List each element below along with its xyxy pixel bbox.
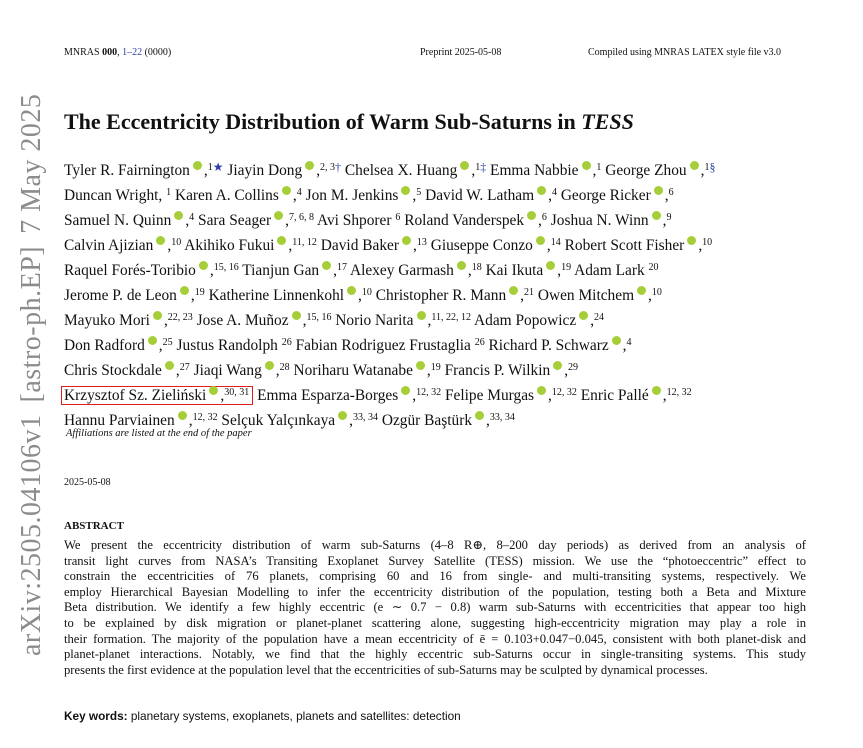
affiliation-number: 4 [189, 212, 195, 223]
author: Selçuk Yalçınkaya ,$^{33, 34}$ [221, 412, 378, 429]
keywords-label: Key words: [64, 709, 128, 723]
affiliation-number: 10 [361, 287, 372, 298]
affiliation-number: 6 [541, 212, 547, 223]
arxiv-category: [astro-ph.EP] [16, 245, 47, 403]
affiliation-number: 1 [166, 187, 172, 198]
author-name: Akihiko Fukui [184, 237, 275, 254]
orcid-icon[interactable] [305, 161, 314, 170]
author-name: Owen Mitchem [537, 287, 635, 304]
affiliation-number: 13 [416, 237, 427, 248]
affiliation-number: 19 [194, 287, 205, 298]
author-name: Katherine Linnenkohl [208, 287, 345, 304]
author: Tyler R. Fairnington ,$^{1★}$ [64, 160, 224, 179]
author: Enric Pallé ,$^{12, 32}$ [580, 387, 692, 404]
author: Jiaqi Wang ,$^{28}$ [193, 362, 290, 379]
author-name: Jose A. Muñoz [196, 312, 289, 329]
author-name: Samuel N. Quinn [64, 212, 172, 229]
orcid-icon[interactable] [165, 361, 174, 370]
affiliation-number: 22, 23 [167, 312, 193, 323]
author-line [64, 333, 824, 358]
footnote-marker[interactable]: § [709, 160, 716, 174]
orcid-icon[interactable] [536, 236, 545, 245]
author [177, 337, 292, 354]
orcid-icon[interactable] [652, 386, 661, 395]
affiliation-number: 25 [162, 337, 173, 348]
author-line [64, 233, 824, 258]
author-name: David Baker [320, 237, 399, 254]
orcid-icon[interactable] [546, 261, 555, 270]
author: Mayuko Mori ,$^{22, 23}$ [64, 312, 193, 329]
author: Felipe Murgas ,$^{12, 32}$ [444, 387, 577, 404]
abstract-heading: ABSTRACT [64, 520, 124, 532]
affiliation-number: 1 [207, 162, 213, 173]
orcid-icon[interactable] [274, 211, 283, 220]
author-name: Hannu Parviainen [64, 412, 175, 429]
affiliation-number: 11, 22, 12 [431, 312, 472, 323]
affiliation-number: 12, 32 [416, 387, 442, 398]
orcid-icon[interactable] [180, 286, 189, 295]
author: Giuseppe Conzo ,$^{14}$ [430, 237, 561, 254]
author-name: Fabian Rodriguez Frustaglia [295, 337, 471, 354]
abstract-line: We present the eccentricity distribution of warm sub-Saturns (4–8 R⊕, 8–200 day periods) as derived from an analysis of [64, 538, 806, 552]
author: Roland Vanderspek ,$^6$ [404, 212, 547, 229]
abstract-body [64, 538, 806, 678]
arxiv-stamp [12, 93, 52, 656]
author: Noriharu Watanabe ,$^{19}$ [293, 362, 441, 379]
orcid-icon[interactable] [553, 361, 562, 370]
orcid-icon[interactable] [687, 236, 696, 245]
author-line [64, 283, 824, 308]
abstract-line: their formation. The majority of the population have a mean eccentricity of ē = 0.103+0.047−0.045, consistent with both planet-disk and [64, 631, 806, 646]
abstract-line: transit light curves from NASA’s Transiting Exoplanet Survey Satellite (TESS) mission. We use the “photoeccentric” effect to [64, 553, 806, 568]
affiliation-number: 26 [474, 337, 485, 348]
affiliation-number: 5 [416, 187, 422, 198]
affiliation-number: 26 [281, 337, 292, 348]
affiliation-number: 15, 16 [213, 262, 239, 273]
abstract-line: presents the first evidence at the population level that the eccentricities of sub-Saturns may be sculpted by dynamical processes. [64, 662, 708, 677]
preprint-date: Preprint 2025-05-08 [420, 47, 502, 58]
author-name: Jon M. Jenkins [305, 187, 399, 204]
orcid-icon[interactable] [282, 186, 291, 195]
author-name: Jiaqi Wang [193, 362, 262, 379]
orcid-icon[interactable] [416, 361, 425, 370]
author-name: Adam Popowicz [474, 312, 577, 329]
journal-citation: MNRAS 000, 1–22 (0000) [64, 47, 172, 58]
author-name: Chris Stockdale [64, 362, 162, 379]
orcid-icon[interactable] [652, 211, 661, 220]
author: Christopher R. Mann ,$^{21}$ [375, 287, 535, 304]
author: Chelsea X. Huang ,$^{1\ddagger}$ [344, 160, 487, 179]
author: Samuel N. Quinn ,$^4$ [64, 212, 195, 229]
affiliation-number: 10 [171, 237, 182, 248]
author: Hannu Parviainen ,$^{12, 32}$ [64, 412, 218, 429]
affiliation-number: 33, 34 [489, 412, 515, 423]
affiliation-number: 12, 32 [666, 387, 692, 398]
author [296, 337, 485, 354]
paper-title [64, 109, 634, 135]
author: Jose A. Muñoz ,$^{15, 16}$ [196, 312, 332, 329]
affiliation-number: 6 [395, 212, 401, 223]
author: Jiayin Dong ,$^{2, 3\dagger}$ [227, 160, 342, 179]
orcid-icon[interactable] [475, 411, 484, 420]
author-name: Mayuko Mori [64, 312, 150, 329]
author-name: Richard P. Schwarz [488, 337, 609, 354]
author: Adam Popowicz ,$^{24}$ [474, 312, 605, 329]
journal-name: MNRAS [64, 47, 100, 58]
affiliations-note: Affiliations are listed at the end of the paper [66, 428, 252, 439]
highlighted-author: Krzysztof Sz. Zieliński ,$^{30, 31}$ [61, 386, 253, 405]
orcid-icon[interactable] [537, 386, 546, 395]
affiliation-number: 27 [179, 362, 190, 373]
paper-title-main: The Eccentricity Distribution of Warm Sub-Saturns in [64, 109, 576, 134]
author: Owen Mitchem ,$^{10}$ [537, 287, 662, 304]
author: Jerome P. de Leon ,$^{19}$ [64, 287, 205, 304]
author-name: Enric Pallé [580, 387, 649, 404]
footnote-marker[interactable]: ‡ [480, 160, 487, 174]
author-name: Joshua N. Winn [550, 212, 649, 229]
author-name: Avi Shporer [316, 212, 392, 229]
affiliation-number: 4 [551, 187, 557, 198]
orcid-icon[interactable] [156, 236, 165, 245]
author-name: Jerome P. de Leon [64, 287, 177, 304]
author: Kai Ikuta ,$^{19}$ [485, 262, 572, 279]
orcid-icon[interactable] [654, 186, 663, 195]
author-name: Robert Scott Fisher [564, 237, 685, 254]
orcid-icon[interactable] [153, 311, 162, 320]
author-line [64, 358, 824, 383]
orcid-icon[interactable] [199, 261, 208, 270]
journal-volume: 000 [102, 47, 118, 58]
abstract-line: planet-planet interactions. Notably, we find that the highly eccentric sub-Saturns occur in single-transiting systems. This study [64, 647, 806, 662]
author-name: Kai Ikuta [485, 262, 544, 279]
orcid-icon[interactable] [265, 361, 274, 370]
author-name: Tianjun Gan [242, 262, 320, 279]
author-name: Roland Vanderspek [404, 212, 525, 229]
author: Ozgür Baştürk ,$^{33, 34}$ [381, 412, 515, 429]
author: Emma Nabbie ,$^1$ [490, 162, 602, 179]
journal-year: (0000) [144, 47, 172, 58]
author-name: David W. Latham [425, 187, 535, 204]
affiliation-number: 17 [336, 262, 347, 273]
orcid-icon[interactable] [277, 236, 286, 245]
author: Don Radford ,$^{25}$ [64, 337, 173, 354]
author-name: Emma Esparza-Borges [257, 387, 399, 404]
page-range-link[interactable]: 1–22 [122, 47, 143, 58]
affiliation-number: 29 [568, 362, 579, 373]
author: Calvin Ajizian ,$^{10}$ [64, 237, 182, 254]
author-name: Don Radford [64, 337, 145, 354]
author-name: George Zhou [605, 162, 687, 179]
affiliation-number: 4 [626, 337, 632, 348]
affiliation-number: 11, 12 [292, 237, 317, 248]
orcid-icon[interactable] [460, 161, 469, 170]
abstract-line: constrain the eccentricities of 76 planets, comprising 60 and 16 from single- and multi-transiting systems, respectively. We [64, 569, 806, 584]
compiled-note: Compiled using MNRAS LATEX style file v3.0 [588, 47, 782, 58]
author-name: George Ricker [560, 187, 651, 204]
orcid-icon[interactable] [338, 411, 347, 420]
author-name: Alexey Garmash [349, 262, 454, 279]
author-line [64, 383, 824, 408]
affiliation-number: 6 [668, 187, 674, 198]
paper-date: 2025-05-08 [64, 477, 111, 488]
affiliation-number: 15, 16 [306, 312, 332, 323]
author: Tianjun Gan ,$^{17}$ [242, 262, 347, 279]
orcid-icon[interactable] [209, 386, 218, 395]
affiliation-number: 28 [279, 362, 290, 373]
author: Akihiko Fukui ,$^{11, 12}$ [184, 237, 317, 254]
author: George Ricker ,$^6$ [560, 187, 674, 204]
affiliation-number: 19 [561, 262, 572, 273]
author: Chris Stockdale ,$^{27}$ [64, 362, 190, 379]
orcid-icon[interactable] [401, 386, 410, 395]
orcid-icon[interactable] [579, 311, 588, 320]
affiliation-number: 21 [524, 287, 535, 298]
author-line [64, 258, 824, 283]
affiliation-number: 30, 31 [224, 387, 250, 398]
orcid-icon[interactable] [402, 236, 411, 245]
author: Sara Seager ,$^{7, 6, 8}$ [198, 212, 314, 229]
author-name: Norio Narita [335, 312, 414, 329]
affiliation-number: 18 [471, 262, 482, 273]
author [64, 187, 171, 204]
affiliation-number: 9 [666, 212, 672, 223]
affiliation-number: 19 [430, 362, 441, 373]
orcid-icon[interactable] [322, 261, 331, 270]
author: Raquel Forés-Toribio ,$^{15, 16}$ [64, 262, 239, 279]
affiliation-number: 4 [296, 187, 302, 198]
author-name: Raquel Forés-Toribio [64, 262, 196, 279]
affiliation-number: 1 [704, 162, 710, 173]
author-name: Chelsea X. Huang [344, 162, 458, 179]
orcid-icon[interactable] [174, 211, 183, 220]
affiliation-number: 12, 32 [192, 412, 218, 423]
author: Joshua N. Winn ,$^9$ [550, 212, 672, 229]
author-list [64, 158, 824, 433]
author: Richard P. Schwarz ,$^4$ [488, 337, 632, 354]
author: Emma Esparza-Borges ,$^{12, 32}$ [257, 387, 442, 404]
author-name: Adam Lark [574, 262, 645, 279]
author-name: Tyler R. Fairnington [64, 162, 190, 179]
orcid-icon[interactable] [417, 311, 426, 320]
author-name: Jiayin Dong [227, 162, 303, 179]
author-name: Calvin Ajizian [64, 237, 154, 254]
affiliation-number: 14 [550, 237, 561, 248]
author-name: Ozgür Baştürk [381, 412, 473, 429]
abstract-line: Beta distribution. We identify a few highly eccentric (e ∼ 0.7 − 0.8) warm sub-Saturns with eccentricities that appear too high [64, 600, 806, 615]
author-name: Selçuk Yalçınkaya [221, 412, 336, 429]
author-name: Christopher R. Mann [375, 287, 507, 304]
orcid-icon[interactable] [401, 186, 410, 195]
author [317, 212, 400, 229]
author-name: Felipe Murgas [444, 387, 535, 404]
author-name: Karen A. Collins [174, 187, 279, 204]
author: Norio Narita ,$^{11, 22, 12}$ [335, 312, 472, 329]
affiliation-number: 1 [475, 162, 481, 173]
author-line [64, 183, 824, 208]
orcid-icon[interactable] [537, 186, 546, 195]
footnote-marker[interactable]: ★ [212, 160, 224, 174]
orcid-icon[interactable] [509, 286, 518, 295]
orcid-icon[interactable] [527, 211, 536, 220]
orcid-icon[interactable] [637, 286, 646, 295]
arxiv-id[interactable]: arXiv:2505.04106v1 [16, 414, 47, 656]
author-name: Justus Randolph [176, 337, 278, 354]
author-name: Duncan Wright, [64, 187, 163, 204]
affiliation-number: 20 [648, 262, 659, 273]
author: Karen A. Collins ,$^4$ [174, 187, 302, 204]
abstract-line: to be explained by disk migration or planet-planet scattering alone, suggesting high-eccentricity migration may play a role in [64, 615, 806, 630]
keywords [64, 709, 461, 723]
author: David W. Latham ,$^4$ [425, 187, 557, 204]
affiliation-number: 2, 3 [320, 162, 336, 173]
author-name: Sara Seager [198, 212, 272, 229]
author-name: Krzysztof Sz. Zieliński [64, 387, 207, 404]
affiliation-number: 1 [596, 162, 602, 173]
orcid-icon[interactable] [347, 286, 356, 295]
orcid-icon[interactable] [292, 311, 301, 320]
author [574, 262, 658, 279]
affiliation-number: 12, 32 [551, 387, 577, 398]
author-line [64, 308, 824, 333]
author: Robert Scott Fisher ,$^{10}$ [564, 237, 713, 254]
keywords-text: planetary systems, exoplanets, planets and satellites: detection [130, 709, 461, 723]
paper-title-italic: TESS [581, 109, 634, 134]
author-line [64, 208, 824, 233]
author: Jon M. Jenkins ,$^5$ [305, 187, 422, 204]
footnote-marker[interactable]: † [335, 160, 342, 174]
orcid-icon[interactable] [690, 161, 699, 170]
author: Francis P. Wilkin ,$^{29}$ [444, 362, 579, 379]
author: George Zhou ,$^{1\S}$ [605, 160, 716, 179]
affiliation-number: 10 [651, 287, 662, 298]
abstract-line: employ Hierarchical Bayesian Modelling to infer the eccentricity distribution of the population, testing both a Beta and Mixture [64, 584, 806, 599]
affiliation-number: 33, 34 [352, 412, 378, 423]
author: Alexey Garmash ,$^{18}$ [349, 262, 482, 279]
orcid-icon[interactable] [193, 161, 202, 170]
orcid-icon[interactable] [178, 411, 187, 420]
author-name: Noriharu Watanabe [293, 362, 413, 379]
arxiv-date: 7 May 2025 [16, 93, 47, 234]
orcid-icon[interactable] [148, 336, 157, 345]
author-name: Giuseppe Conzo [430, 237, 533, 254]
author-line [64, 158, 824, 183]
author: Katherine Linnenkohl ,$^{10}$ [208, 287, 372, 304]
orcid-icon[interactable] [582, 161, 591, 170]
author: David Baker ,$^{13}$ [320, 237, 427, 254]
author-name: Francis P. Wilkin [444, 362, 551, 379]
orcid-icon[interactable] [457, 261, 466, 270]
author-name: Emma Nabbie [490, 162, 579, 179]
orcid-icon[interactable] [612, 336, 621, 345]
affiliation-number: 24 [594, 312, 605, 323]
affiliation-number: 7, 6, 8 [288, 212, 314, 223]
affiliation-number: 10 [702, 237, 713, 248]
